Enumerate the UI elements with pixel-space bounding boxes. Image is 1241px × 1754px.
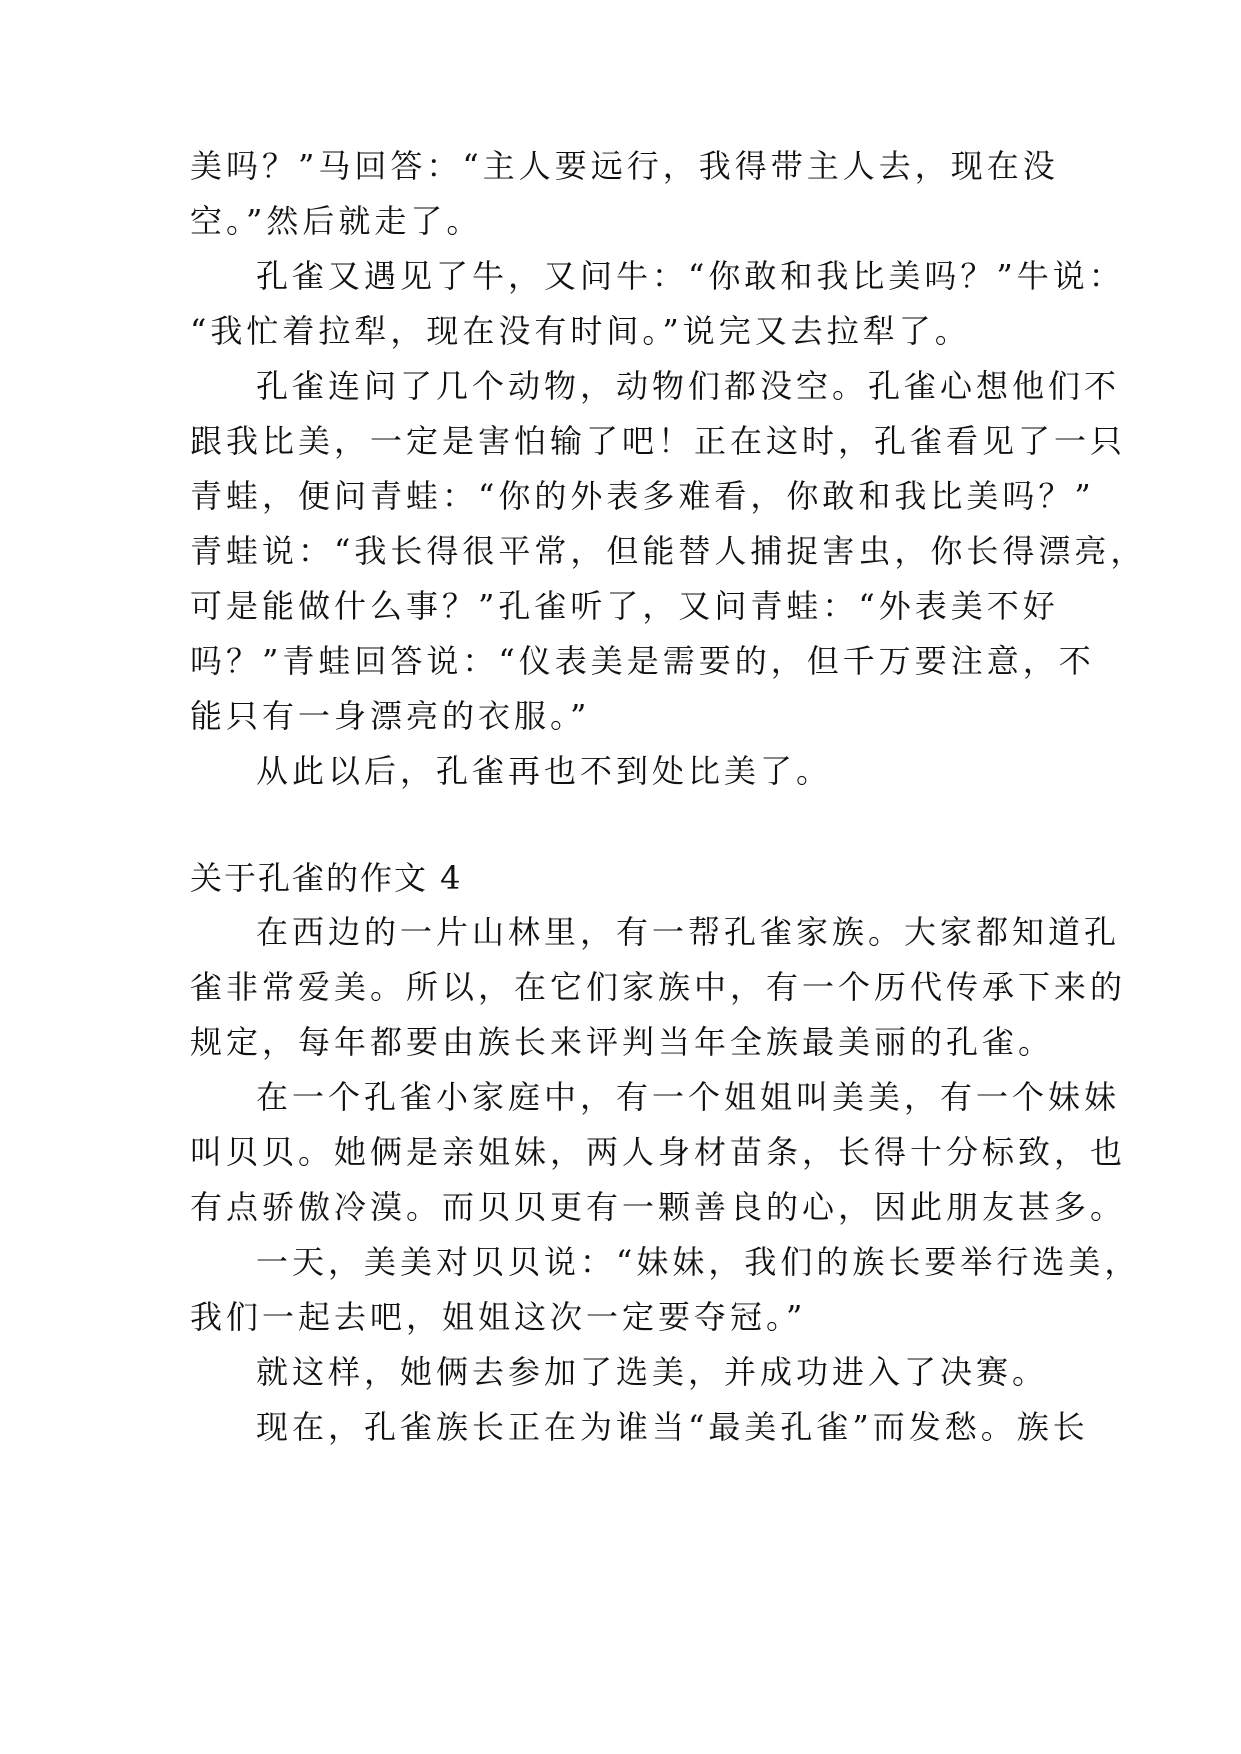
section-heading: 关于孔雀的作文 4 [190, 859, 463, 897]
paragraph-start-line: 孔雀连问了几个动物，动物们都没空。孔雀心想他们不 [256, 367, 1121, 405]
paragraph-start-line: 现在，孔雀族长正在为谁当“最美孔雀”而发愁。族长 [256, 1408, 1089, 1446]
text-line: 我们一起去吧，姐姐这次一定要夺冠。” [190, 1298, 807, 1336]
text-line: 可是能做什么事？”孔雀听了，又问青蛙：“外表美不好 [190, 587, 1059, 625]
text-line: 叫贝贝。她俩是亲姐妹，两人身材苗条，长得十分标致，也 [190, 1133, 1127, 1171]
text-line: 青蛙，便问青蛙：“你的外表多难看，你敢和我比美吗？” [190, 477, 1095, 515]
paragraph-start-line: 从此以后，孔雀再也不到处比美了。 [256, 752, 833, 790]
paragraph-start-line: 在一个孔雀小家庭中，有一个姐姐叫美美，有一个妹妹 [256, 1078, 1121, 1116]
text-line: 青蛙说：“我长得很平常，但能替人捕捉害虫，你长得漂亮， [190, 532, 1147, 570]
text-line: 有点骄傲冷漠。而贝贝更有一颗善良的心，因此朋友甚多。 [190, 1188, 1127, 1226]
paragraph-start-line: 就这样，她俩去参加了选美，并成功进入了决赛。 [256, 1353, 1049, 1391]
text-line: 能只有一身漂亮的衣服。” [190, 697, 591, 735]
text-line: 美吗？”马回答：“主人要远行，我得带主人去，现在没 [190, 147, 1059, 185]
text-line: 跟我比美，一定是害怕输了吧！正在这时，孔雀看见了一只 [190, 422, 1127, 460]
text-line: 吗？”青蛙回答说：“仪表美是需要的，但千万要注意，不 [190, 642, 1095, 680]
text-line: “我忙着拉犁，现在没有时间。”说完又去拉犁了。 [190, 312, 971, 350]
text-line: 空。”然后就走了。 [190, 202, 483, 240]
paragraph-start-line: 一天，美美对贝贝说：“妹妹，我们的族长要举行选美， [256, 1243, 1141, 1281]
paragraph-start-line: 孔雀又遇见了牛，又问牛：“你敢和我比美吗？”牛说： [256, 257, 1125, 295]
paragraph-start-line: 在西边的一片山林里，有一帮孔雀家族。大家都知道孔 [256, 913, 1121, 951]
text-line: 雀非常爱美。所以，在它们家族中，有一个历代传承下来的 [190, 968, 1127, 1006]
text-line: 规定，每年都要由族长来评判当年全族最美丽的孔雀。 [190, 1023, 1055, 1061]
